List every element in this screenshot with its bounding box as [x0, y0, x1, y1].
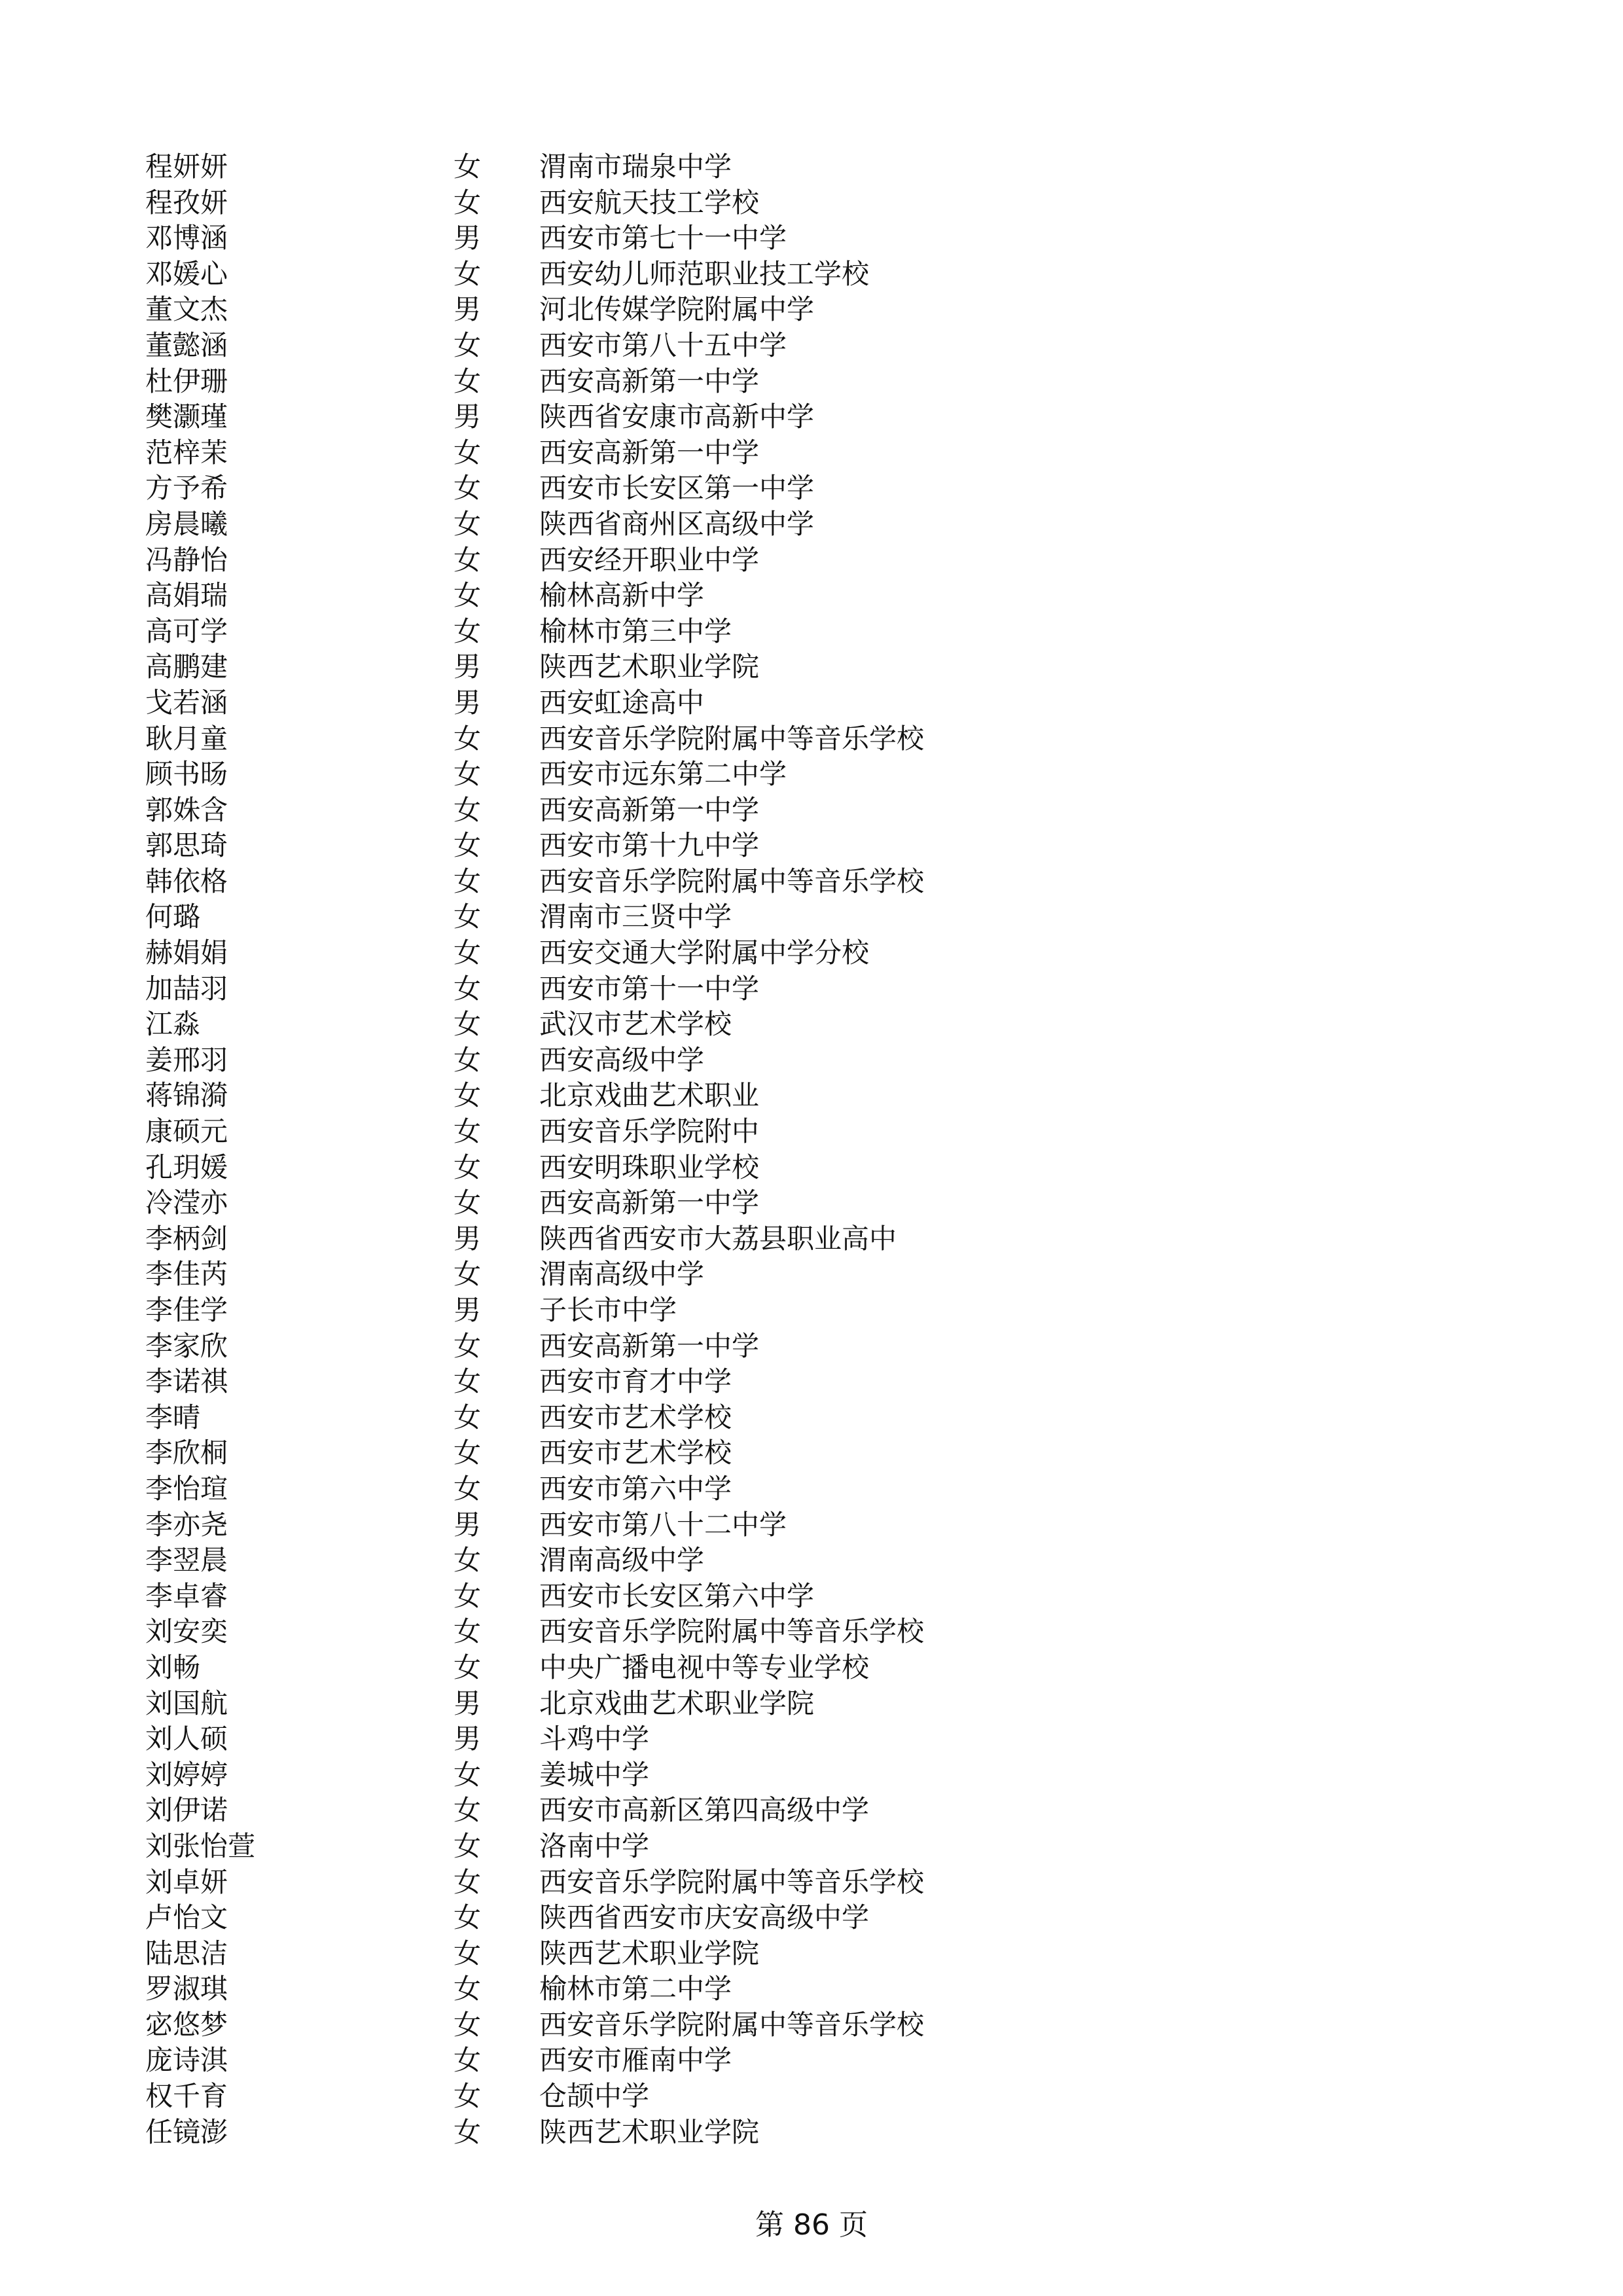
student-school: 仓颉中学 [539, 2080, 650, 2113]
student-school: 西安市第六中学 [539, 1472, 732, 1505]
table-row [145, 1043, 1258, 1079]
student-school: 西安音乐学院附属中等音乐学校 [539, 865, 925, 897]
student-school: 西安虹途高中 [539, 686, 705, 719]
student-school: 西安市雁南中学 [539, 2044, 732, 2077]
table-row [145, 971, 1258, 1007]
student-school: 姜城中学 [539, 1758, 650, 1791]
student-name: 刘张怡萱 [145, 1829, 256, 1862]
student-name: 李柄剑 [145, 1222, 228, 1255]
student-school: 西安明珠职业学校 [539, 1151, 760, 1183]
student-school: 西安市第十九中学 [539, 829, 760, 862]
student-gender: 女 [454, 1043, 482, 1076]
student-gender: 男 [454, 1687, 482, 1719]
student-school: 西安市长安区第一中学 [539, 472, 815, 505]
student-school: 渭南高级中学 [539, 1258, 705, 1291]
student-gender: 女 [454, 1794, 482, 1827]
table-row [145, 721, 1258, 757]
student-school: 中央广播电视中等专业学校 [539, 1651, 870, 1683]
student-name: 樊灏瑾 [145, 401, 228, 433]
student-name: 任镜澎 [145, 2115, 228, 2148]
student-name: 李诺祺 [145, 1365, 228, 1398]
student-name: 卢怡文 [145, 1901, 228, 1934]
student-gender: 女 [454, 472, 482, 505]
student-name: 孔玥媛 [145, 1151, 228, 1183]
student-name: 邓博涵 [145, 222, 228, 255]
table-row [145, 864, 1258, 900]
table-row [145, 543, 1258, 579]
student-name: 罗淑琪 [145, 1973, 228, 2005]
student-school: 西安市长安区第六中学 [539, 1579, 815, 1612]
student-gender: 女 [454, 151, 482, 183]
table-row [145, 1829, 1258, 1865]
student-name: 耿月童 [145, 722, 228, 755]
student-gender: 男 [454, 1508, 482, 1541]
table-row [145, 2115, 1258, 2151]
student-school: 河北传媒学院附属中学 [539, 293, 815, 326]
student-school: 西安经开职业中学 [539, 543, 760, 576]
roster-list [145, 149, 1258, 2150]
student-name: 李怡瑄 [145, 1472, 228, 1505]
table-row [145, 1971, 1258, 2007]
student-school: 榆林高新中学 [539, 579, 705, 612]
student-school: 子长市中学 [539, 1294, 677, 1326]
student-name: 刘婷婷 [145, 1758, 228, 1791]
table-row [145, 328, 1258, 364]
student-gender: 女 [454, 2080, 482, 2113]
student-name: 刘国航 [145, 1687, 228, 1719]
student-school: 西安高级中学 [539, 1043, 705, 1076]
student-school: 西安幼儿师范职业技工学校 [539, 257, 870, 290]
table-row [145, 793, 1258, 829]
student-school: 榆林市第二中学 [539, 1973, 732, 2005]
student-name: 李家欣 [145, 1329, 228, 1362]
student-gender: 女 [454, 1579, 482, 1612]
student-name: 庞诗淇 [145, 2044, 228, 2077]
student-gender: 女 [454, 1151, 482, 1183]
student-gender: 男 [454, 1294, 482, 1326]
student-school: 西安音乐学院附中 [539, 1115, 760, 1148]
student-gender: 女 [454, 2115, 482, 2148]
student-gender: 女 [454, 1079, 482, 1112]
table-row [145, 1686, 1258, 1722]
table-row [145, 1400, 1258, 1436]
student-name: 程孜妍 [145, 186, 228, 219]
student-school: 西安市远东第二中学 [539, 758, 787, 791]
student-name: 房晨曦 [145, 507, 228, 540]
student-school: 西安音乐学院附属中等音乐学校 [539, 1615, 925, 1648]
table-row [145, 1900, 1258, 1936]
student-school: 陕西艺术职业学院 [539, 651, 760, 683]
student-name: 刘伊诺 [145, 1794, 228, 1827]
table-row [145, 257, 1258, 293]
student-name: 李翌晨 [145, 1544, 228, 1577]
student-school: 渭南高级中学 [539, 1544, 705, 1577]
student-gender: 女 [454, 1187, 482, 1219]
student-name: 赫娟娟 [145, 937, 228, 969]
table-row [145, 1507, 1258, 1543]
student-school: 西安音乐学院附属中等音乐学校 [539, 2008, 925, 2041]
table-row [145, 935, 1258, 971]
student-gender: 女 [454, 1937, 482, 1969]
student-name: 姜邢羽 [145, 1043, 228, 1076]
student-gender: 女 [454, 829, 482, 862]
table-row [145, 1650, 1258, 1686]
student-name: 范梓茉 [145, 436, 228, 469]
student-gender: 女 [454, 722, 482, 755]
table-row [145, 1114, 1258, 1150]
student-name: 戈若涵 [145, 686, 228, 719]
student-school: 洛南中学 [539, 1829, 650, 1862]
student-name: 冯静怡 [145, 543, 228, 576]
student-gender: 女 [454, 793, 482, 826]
student-name: 江淼 [145, 1008, 201, 1041]
student-gender: 男 [454, 686, 482, 719]
student-gender: 女 [454, 1865, 482, 1898]
table-row [145, 221, 1258, 257]
table-row [145, 1364, 1258, 1400]
student-school: 西安交通大学附属中学分校 [539, 937, 870, 969]
table-row [145, 471, 1258, 507]
student-gender: 女 [454, 865, 482, 897]
table-row [145, 2079, 1258, 2115]
student-gender: 女 [454, 507, 482, 540]
table-row [145, 1865, 1258, 1901]
student-gender: 男 [454, 1222, 482, 1255]
student-name: 何璐 [145, 901, 201, 933]
student-name: 郭思琦 [145, 829, 228, 862]
table-row [145, 185, 1258, 221]
table-row [145, 1221, 1258, 1257]
student-school: 西安音乐学院附属中等音乐学校 [539, 722, 925, 755]
student-name: 刘人硕 [145, 1723, 228, 1755]
table-row [145, 1471, 1258, 1507]
student-gender: 女 [454, 1472, 482, 1505]
student-school: 武汉市艺术学校 [539, 1008, 732, 1041]
student-school: 西安市艺术学校 [539, 1401, 732, 1433]
table-row [145, 1293, 1258, 1329]
table-row [145, 1721, 1258, 1757]
student-name: 韩依格 [145, 865, 228, 897]
student-gender: 女 [454, 329, 482, 361]
student-gender: 男 [454, 222, 482, 255]
table-row [145, 1329, 1258, 1365]
student-name: 李卓睿 [145, 1579, 228, 1612]
student-gender: 女 [454, 901, 482, 933]
student-school: 西安航天技工学校 [539, 186, 760, 219]
student-name: 董懿涵 [145, 329, 228, 361]
student-name: 刘卓妍 [145, 1865, 228, 1898]
table-row [145, 1614, 1258, 1650]
table-row [145, 685, 1258, 721]
page-number: 第 86 页 [755, 2208, 868, 2242]
student-school: 西安市高新区第四高级中学 [539, 1794, 870, 1827]
student-gender: 女 [454, 1437, 482, 1469]
table-row [145, 435, 1258, 471]
student-school: 西安高新第一中学 [539, 1187, 760, 1219]
table-row [145, 399, 1258, 435]
student-gender: 女 [454, 972, 482, 1005]
student-name: 蒋锦漪 [145, 1079, 228, 1112]
student-name: 高娟瑞 [145, 579, 228, 612]
student-school: 陕西省商州区高级中学 [539, 507, 815, 540]
student-gender: 女 [454, 1615, 482, 1648]
student-gender: 女 [454, 1115, 482, 1148]
student-school: 西安高新第一中学 [539, 365, 760, 397]
student-school: 陕西省西安市大荔县职业高中 [539, 1222, 897, 1255]
student-school: 西安市第八十二中学 [539, 1508, 787, 1541]
student-name: 刘畅 [145, 1651, 201, 1683]
table-row [145, 2007, 1258, 2043]
student-school: 西安市第十一中学 [539, 972, 760, 1005]
student-school: 西安市育才中学 [539, 1365, 732, 1398]
student-gender: 女 [454, 2044, 482, 2077]
student-school: 陕西省西安市庆安高级中学 [539, 1901, 870, 1934]
table-row [145, 1185, 1258, 1221]
student-school: 榆林市第三中学 [539, 615, 732, 647]
student-school: 斗鸡中学 [539, 1723, 650, 1755]
student-school: 西安高新第一中学 [539, 793, 760, 826]
table-row [145, 507, 1258, 543]
table-row [145, 364, 1258, 400]
student-school: 陕西艺术职业学院 [539, 1937, 760, 1969]
student-name: 邓媛心 [145, 257, 228, 290]
student-name: 加喆羽 [145, 972, 228, 1005]
student-name: 方予希 [145, 472, 228, 505]
student-name: 郭姝含 [145, 793, 228, 826]
student-gender: 女 [454, 543, 482, 576]
table-row [145, 1757, 1258, 1793]
table-row [145, 1150, 1258, 1186]
table-row [145, 1543, 1258, 1579]
student-gender: 女 [454, 758, 482, 791]
table-row [145, 1936, 1258, 1972]
student-gender: 女 [454, 1901, 482, 1934]
student-school: 渭南市三贤中学 [539, 901, 732, 933]
student-name: 李欣桐 [145, 1437, 228, 1469]
student-gender: 女 [454, 1544, 482, 1577]
student-gender: 女 [454, 1329, 482, 1362]
student-name: 宓悠梦 [145, 2008, 228, 2041]
student-gender: 男 [454, 651, 482, 683]
student-school: 北京戏曲艺术职业学院 [539, 1687, 815, 1719]
student-name: 权千育 [145, 2080, 228, 2113]
table-row [145, 1007, 1258, 1043]
student-gender: 女 [454, 1829, 482, 1862]
student-name: 冷滢亦 [145, 1187, 228, 1219]
student-name: 程妍妍 [145, 151, 228, 183]
student-name: 杜伊珊 [145, 365, 228, 397]
student-gender: 女 [454, 579, 482, 612]
student-school: 西安市第八十五中学 [539, 329, 787, 361]
student-school: 西安市艺术学校 [539, 1437, 732, 1469]
student-name: 李晴 [145, 1401, 201, 1433]
student-name: 陆思洁 [145, 1937, 228, 1969]
table-row [145, 1257, 1258, 1293]
student-name: 李佳学 [145, 1294, 228, 1326]
table-row [145, 149, 1258, 185]
student-gender: 女 [454, 436, 482, 469]
table-row [145, 899, 1258, 935]
student-gender: 女 [454, 365, 482, 397]
student-gender: 男 [454, 293, 482, 326]
table-row [145, 1078, 1258, 1114]
student-gender: 男 [454, 1723, 482, 1755]
student-name: 高鹏建 [145, 651, 228, 683]
student-gender: 女 [454, 1758, 482, 1791]
student-gender: 女 [454, 1365, 482, 1398]
student-gender: 女 [454, 1973, 482, 2005]
student-school: 西安高新第一中学 [539, 436, 760, 469]
student-name: 康硕元 [145, 1115, 228, 1148]
table-row [145, 1793, 1258, 1829]
student-gender: 女 [454, 937, 482, 969]
table-row [145, 2043, 1258, 2079]
table-row [145, 828, 1258, 864]
table-row [145, 578, 1258, 614]
student-gender: 女 [454, 257, 482, 290]
student-gender: 女 [454, 2008, 482, 2041]
table-row [145, 1435, 1258, 1471]
student-gender: 男 [454, 401, 482, 433]
student-school: 渭南市瑞泉中学 [539, 151, 732, 183]
student-gender: 女 [454, 186, 482, 219]
student-name: 李亦尧 [145, 1508, 228, 1541]
student-school: 西安市第七十一中学 [539, 222, 787, 255]
student-school: 陕西艺术职业学院 [539, 2115, 760, 2148]
student-school: 陕西省安康市高新中学 [539, 401, 815, 433]
student-name: 董文杰 [145, 293, 228, 326]
student-school: 西安高新第一中学 [539, 1329, 760, 1362]
table-row [145, 757, 1258, 793]
student-name: 顾书旸 [145, 758, 228, 791]
table-row [145, 292, 1258, 328]
table-row [145, 649, 1258, 685]
student-school: 西安音乐学院附属中等音乐学校 [539, 1865, 925, 1898]
student-name: 高可学 [145, 615, 228, 647]
table-row [145, 614, 1258, 650]
student-gender: 女 [454, 1008, 482, 1041]
student-gender: 女 [454, 615, 482, 647]
student-name: 李佳芮 [145, 1258, 228, 1291]
student-name: 刘安奕 [145, 1615, 228, 1648]
student-school: 北京戏曲艺术职业 [539, 1079, 760, 1112]
student-gender: 女 [454, 1401, 482, 1433]
student-gender: 女 [454, 1651, 482, 1683]
table-row [145, 1579, 1258, 1615]
student-gender: 女 [454, 1258, 482, 1291]
